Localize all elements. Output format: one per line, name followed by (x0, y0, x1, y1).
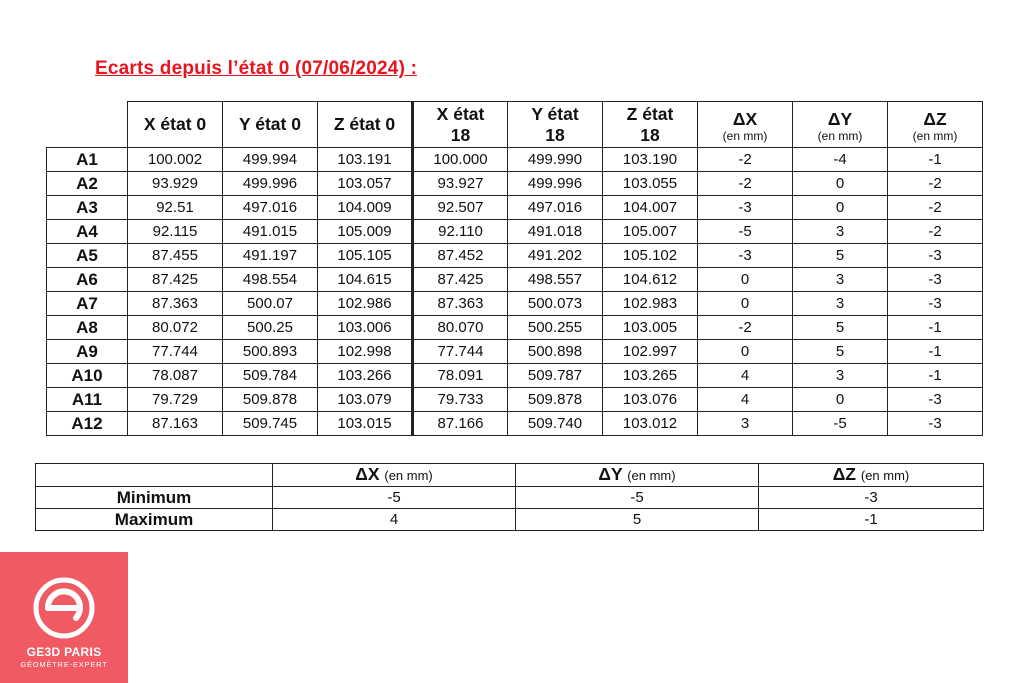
table-cell: 509.784 (223, 364, 318, 388)
row-label: A5 (47, 244, 128, 268)
table-cell: 0 (698, 292, 793, 316)
table-cell: 509.787 (508, 364, 603, 388)
table-cell: 5 (793, 244, 888, 268)
table-cell: 509.878 (223, 388, 318, 412)
row-label: A8 (47, 316, 128, 340)
table-cell: 105.007 (603, 220, 698, 244)
table-cell: -3 (698, 244, 793, 268)
table-cell: 509.745 (223, 412, 318, 436)
table-cell: 103.266 (318, 364, 413, 388)
table-cell: 500.25 (223, 316, 318, 340)
table-cell: 103.012 (603, 412, 698, 436)
table-cell: 491.015 (223, 220, 318, 244)
summary-table (35, 463, 984, 531)
table-cell: 3 (793, 292, 888, 316)
summary-header-delta-x: ΔX (en mm) (273, 464, 516, 487)
table-cell: 102.997 (603, 340, 698, 364)
table-cell: 93.927 (413, 172, 508, 196)
table-cell: -2 (698, 148, 793, 172)
table-cell: 93.929 (128, 172, 223, 196)
table-cell: 5 (793, 340, 888, 364)
table-row (47, 292, 983, 316)
summary-cell: -5 (516, 487, 759, 509)
table-cell: -1 (888, 148, 983, 172)
table-cell: 80.070 (413, 316, 508, 340)
table-row (47, 316, 983, 340)
table-cell: 500.07 (223, 292, 318, 316)
row-label: A6 (47, 268, 128, 292)
header-z-etat-0: Z état 0 (318, 102, 413, 148)
table-cell: 0 (793, 196, 888, 220)
table-cell: 87.455 (128, 244, 223, 268)
table-cell: -3 (888, 412, 983, 436)
table-cell: 498.554 (223, 268, 318, 292)
table-cell: 0 (793, 172, 888, 196)
summary-header-delta-z: ΔZ (en mm) (759, 464, 984, 487)
table-cell: 87.363 (128, 292, 223, 316)
table-cell: 79.733 (413, 388, 508, 412)
table-cell: 87.425 (128, 268, 223, 292)
header-x-etat-18: X état 18 (413, 102, 508, 148)
table-cell: 77.744 (128, 340, 223, 364)
summary-row-label: Minimum (36, 487, 273, 509)
table-cell: 4 (698, 388, 793, 412)
summary-header-row (36, 464, 984, 487)
table-cell: 0 (698, 340, 793, 364)
table-cell: 105.105 (318, 244, 413, 268)
table-header-row (47, 102, 983, 148)
table-cell: 78.091 (413, 364, 508, 388)
summary-cell: 4 (273, 509, 516, 531)
table-row (47, 148, 983, 172)
summary-row-label: Maximum (36, 509, 273, 531)
table-cell: 87.363 (413, 292, 508, 316)
table-cell: 509.878 (508, 388, 603, 412)
header-delta-y: ΔY (en mm) (793, 102, 888, 148)
summary-cell: 5 (516, 509, 759, 531)
table-cell: 100.002 (128, 148, 223, 172)
table-cell: -3 (888, 292, 983, 316)
table-cell: 103.015 (318, 412, 413, 436)
table-cell: -2 (888, 196, 983, 220)
summary-cell: -1 (759, 509, 984, 531)
table-cell: -1 (888, 364, 983, 388)
table-cell: 102.983 (603, 292, 698, 316)
row-label: A3 (47, 196, 128, 220)
table-cell: -3 (698, 196, 793, 220)
table-cell: 103.079 (318, 388, 413, 412)
table-cell: -3 (888, 244, 983, 268)
table-cell: 491.197 (223, 244, 318, 268)
table-cell: 87.425 (413, 268, 508, 292)
table-cell: 491.018 (508, 220, 603, 244)
row-label: A7 (47, 292, 128, 316)
table-cell: 3 (793, 268, 888, 292)
table-cell: 87.452 (413, 244, 508, 268)
table-cell: 491.202 (508, 244, 603, 268)
table-cell: 499.994 (223, 148, 318, 172)
table-row (47, 196, 983, 220)
company-logo (0, 552, 128, 683)
table-cell: -1 (888, 316, 983, 340)
header-corner (47, 102, 128, 148)
table-cell: 92.51 (128, 196, 223, 220)
table-cell: 103.057 (318, 172, 413, 196)
table-cell: 92.115 (128, 220, 223, 244)
table-cell: 497.016 (508, 196, 603, 220)
table-cell: -1 (888, 340, 983, 364)
table-row (47, 268, 983, 292)
table-cell: 499.996 (223, 172, 318, 196)
table-cell: 509.740 (508, 412, 603, 436)
table-row (47, 244, 983, 268)
table-row (47, 172, 983, 196)
table-cell: 0 (793, 388, 888, 412)
table-cell: 103.265 (603, 364, 698, 388)
table-cell: -2 (888, 172, 983, 196)
table-cell: 498.557 (508, 268, 603, 292)
table-cell: 102.998 (318, 340, 413, 364)
logo-tagline: GÉOMÈTRE-EXPERT (20, 660, 108, 669)
table-cell: 104.615 (318, 268, 413, 292)
table-cell: 100.000 (413, 148, 508, 172)
row-label: A1 (47, 148, 128, 172)
table-cell: 92.110 (413, 220, 508, 244)
table-cell: 103.190 (603, 148, 698, 172)
summary-header-corner (36, 464, 273, 487)
table-cell: 77.744 (413, 340, 508, 364)
table-cell: 103.191 (318, 148, 413, 172)
row-label: A10 (47, 364, 128, 388)
table-cell: 499.990 (508, 148, 603, 172)
table-cell: 5 (793, 316, 888, 340)
table-cell: 0 (698, 268, 793, 292)
table-cell: 105.102 (603, 244, 698, 268)
table-cell: 80.072 (128, 316, 223, 340)
header-delta-x: ΔX (en mm) (698, 102, 793, 148)
row-label: A11 (47, 388, 128, 412)
header-x-etat-0: X état 0 (128, 102, 223, 148)
table-body (47, 148, 983, 436)
row-label: A2 (47, 172, 128, 196)
table-cell: -5 (793, 412, 888, 436)
table-cell: 500.893 (223, 340, 318, 364)
table-cell: 499.996 (508, 172, 603, 196)
page-title: Ecarts depuis l’état 0 (07/06/2024) : (95, 58, 418, 79)
table-cell: 87.166 (413, 412, 508, 436)
table-cell: 3 (793, 220, 888, 244)
table-cell: 78.087 (128, 364, 223, 388)
table-cell: 500.255 (508, 316, 603, 340)
table-cell: 92.507 (413, 196, 508, 220)
table-cell: 3 (793, 364, 888, 388)
table-cell: 104.007 (603, 196, 698, 220)
table-row (47, 364, 983, 388)
table-row (47, 220, 983, 244)
logo-brand-text: GE3D PARIS (26, 645, 102, 659)
table-cell: -3 (888, 388, 983, 412)
ge3d-logo-icon (26, 574, 102, 644)
row-label: A12 (47, 412, 128, 436)
table-cell: -2 (698, 172, 793, 196)
summary-cell: -3 (759, 487, 984, 509)
table-row (47, 388, 983, 412)
table-row (47, 340, 983, 364)
coordinates-table (46, 101, 983, 436)
table-cell: -3 (888, 268, 983, 292)
summary-row (36, 509, 984, 531)
summary-cell: -5 (273, 487, 516, 509)
table-cell: 500.898 (508, 340, 603, 364)
table-cell: 3 (698, 412, 793, 436)
row-label: A4 (47, 220, 128, 244)
row-label: A9 (47, 340, 128, 364)
table-cell: -2 (888, 220, 983, 244)
table-cell: -5 (698, 220, 793, 244)
table-cell: -2 (698, 316, 793, 340)
summary-row (36, 487, 984, 509)
table-cell: -4 (793, 148, 888, 172)
summary-header-delta-y: ΔY (en mm) (516, 464, 759, 487)
summary-body (36, 487, 984, 531)
table-cell: 4 (698, 364, 793, 388)
table-cell: 103.076 (603, 388, 698, 412)
table-cell: 500.073 (508, 292, 603, 316)
table-cell: 79.729 (128, 388, 223, 412)
table-cell: 103.005 (603, 316, 698, 340)
table-cell: 103.006 (318, 316, 413, 340)
table-cell: 104.612 (603, 268, 698, 292)
header-delta-z: ΔZ (en mm) (888, 102, 983, 148)
table-cell: 102.986 (318, 292, 413, 316)
table-cell: 103.055 (603, 172, 698, 196)
table-cell: 497.016 (223, 196, 318, 220)
header-y-etat-0: Y état 0 (223, 102, 318, 148)
table-row (47, 412, 983, 436)
header-z-etat-18: Z état 18 (603, 102, 698, 148)
table-cell: 104.009 (318, 196, 413, 220)
table-cell: 87.163 (128, 412, 223, 436)
table-cell: 105.009 (318, 220, 413, 244)
header-y-etat-18: Y état 18 (508, 102, 603, 148)
